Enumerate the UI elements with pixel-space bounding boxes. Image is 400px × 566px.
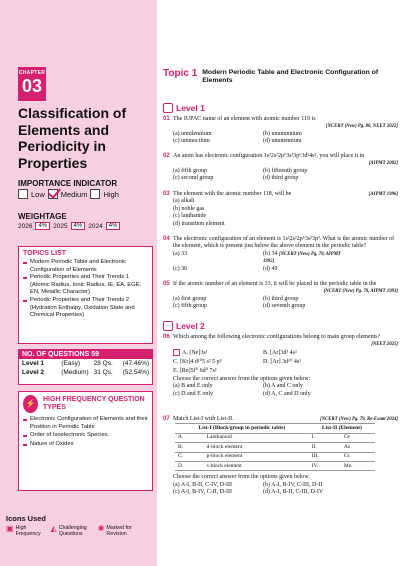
topic-item: Periodic Properties and Their Trends 1 (Atomic Radius, Ionic Radius, IE, EA, EGE, EN, Metallic Character) <box>23 274 148 297</box>
option: (c) fifth group <box>173 303 207 310</box>
noq-heading: NO. OF QUESTIONS 59 <box>19 350 152 359</box>
medium-label: Medium <box>60 189 88 199</box>
topic-item: Periodic Properties and Their Trends 2 (Hydration Enthalpy, Oxidation State and Chemical Properties) <box>23 297 148 320</box>
question-number: 03 <box>163 191 170 197</box>
weightage-pct: 4% <box>71 222 86 230</box>
sidebar <box>0 0 157 566</box>
question-number: 07 <box>163 416 170 422</box>
config-item: A. [Ne]3s¹ <box>182 349 208 356</box>
config-item: B. [Ar]3d³ 4s² <box>263 349 297 356</box>
option: (c) second group <box>173 175 214 182</box>
topic-label: Topic 1 <box>163 68 198 79</box>
topic-item: Modern Periodic Table and Electronic Configuration of Elements <box>23 259 148 274</box>
option: (a) fifth group <box>173 167 207 174</box>
option: (c) A-I, B-IV, C-II, D-III <box>173 489 233 496</box>
question-text: If the atomic number of an element is 33, it will be placed in the periodic table in the <box>173 281 377 287</box>
table-cell: s-block element <box>204 462 309 471</box>
question-text: Which among the following electronic configurations belong to main group elements? <box>173 334 381 340</box>
topic-title: Modern Periodic Table and Electronic Configuration of Elements <box>202 69 379 84</box>
high-frequency-icon: ▣ <box>6 524 14 533</box>
option: (d) A-I, B-II, C-III, D-IV <box>263 489 324 496</box>
question-04 <box>163 236 398 273</box>
question-text: An atom has electronic configuration 1s²2s²2p⁶3s²3p⁶3d³4s², you will place it in <box>173 153 365 159</box>
option: (a) 33 <box>173 250 188 257</box>
noq-difficulty: (Medium) <box>61 369 89 376</box>
option: (a) B and E only <box>173 383 213 390</box>
question-number: 06 <box>163 334 170 340</box>
low-label: Low <box>31 189 45 199</box>
question-03 <box>163 191 398 228</box>
low-checkbox <box>18 189 28 199</box>
weightage-row <box>18 222 120 230</box>
table-cell: D. <box>175 462 204 471</box>
level-icon <box>163 321 173 331</box>
noq-count: 28 Qs. <box>93 360 113 367</box>
lightning-icon: ⚡ <box>23 395 38 413</box>
hfq-item: Nature of Oxides <box>23 441 148 449</box>
icon-label: Marked for Revision <box>106 525 132 537</box>
icons-heading: Icons Used <box>6 514 47 523</box>
weightage-pct: 4% <box>35 222 50 230</box>
option: (d) A, C and D only <box>263 390 311 397</box>
noq-pct: (47.46%) <box>122 360 150 367</box>
table-cell: As <box>341 443 375 452</box>
question-number: 04 <box>163 236 170 242</box>
weightage-year: 2025 <box>53 222 68 230</box>
topic-header <box>163 68 398 85</box>
option: (a) unnilennium <box>173 130 212 137</box>
question-text: Match List-I with List-II. <box>173 416 234 422</box>
level-1-heading <box>163 103 205 113</box>
noq-pct: (52.54%) <box>122 369 150 376</box>
question-ref: [AIPMT 1996] <box>368 192 398 197</box>
table-row <box>175 452 375 461</box>
table-row <box>175 443 375 452</box>
challenging-icon: ◭ <box>50 524 57 533</box>
table-cell: II. <box>309 443 341 452</box>
question-06 <box>163 334 398 398</box>
match-table <box>175 423 375 471</box>
question-07 <box>163 416 398 497</box>
table-cell: I. <box>309 433 341 442</box>
table-cell: A. <box>175 433 204 442</box>
question-count-box <box>18 349 153 385</box>
noq-level: Level 2 <box>22 369 45 376</box>
option: (d) seventh group <box>263 303 306 310</box>
question-02 <box>163 153 398 183</box>
topics-heading: TOPICS LIST <box>23 250 67 257</box>
noq-level: Level 1 <box>22 360 45 367</box>
question-05 <box>163 281 398 311</box>
config-item: D. [Ar] 3d¹⁰ 4s¹ <box>263 358 301 365</box>
option: (c) D and E only <box>173 390 213 397</box>
main-content <box>163 0 398 566</box>
option: (b) third group <box>263 295 299 302</box>
table-cell: d-block element <box>204 443 309 452</box>
option: (b) unununnium <box>263 130 302 137</box>
noq-row <box>19 359 152 368</box>
option: (b) A and C only <box>263 383 303 390</box>
table-cell: Cs <box>341 452 375 461</box>
question-number: 05 <box>163 281 170 287</box>
option: (d) third group <box>263 175 299 182</box>
level-label: Level 2 <box>176 321 205 331</box>
hfq-item: Order of Isoelectronic Species. <box>23 432 148 440</box>
option: (d) 49 <box>263 265 278 272</box>
option: (c) ununoctium <box>173 138 210 145</box>
noq-count: 31 Qs. <box>93 369 113 376</box>
revision-icon: ✱ <box>97 524 105 533</box>
choose-text: Choose the correct answer from the options given below. <box>173 474 310 481</box>
icon-label: Challenging Questions <box>58 525 87 537</box>
question-ref: [NCERT (New) Pg. 79, AIPMT 1993] <box>323 289 398 295</box>
chapter-word: CHAPTER <box>18 70 46 76</box>
chapter-number: 03 <box>21 76 43 96</box>
importance-indicator <box>18 189 119 199</box>
question-number: 02 <box>163 153 170 159</box>
config-item: C. [Kr]4 d¹⁰5 s² 5 p⁵ <box>173 358 222 365</box>
question-number: 01 <box>163 116 170 122</box>
high-frequency-box <box>18 391 153 491</box>
option: (d) transition element <box>173 220 225 227</box>
question-ref: [NCERT (New) Pg. 80, NEET 2022] <box>325 124 398 130</box>
option: (d) ununennium <box>263 138 302 145</box>
question-text: The element with the atomic number 118, will be <box>173 191 292 197</box>
question-01 <box>163 116 398 146</box>
hfq-heading: HIGH FREQUENCY QUESTION TYPES <box>42 396 145 411</box>
weightage-heading: WEIGHTAGE <box>18 212 67 221</box>
option: (a) A-I, B-II, C-IV, D-III <box>173 481 233 488</box>
table-cell: Lanthanoid <box>204 433 309 442</box>
option: (b) fifteenth group <box>263 167 308 174</box>
table-cell: p-block element <box>204 452 309 461</box>
hfq-item: Electronic Configuration of Elements and their Position in Periodic Table <box>23 416 148 431</box>
question-ref: [NCERT (New) Pg. 79, AIPMT 1995] <box>263 251 341 265</box>
level-icon <box>163 103 173 113</box>
chapter-badge <box>18 67 46 101</box>
topics-list <box>18 246 153 344</box>
option: (b) noble gas <box>173 205 205 212</box>
importance-heading: IMPORTANCE INDICATOR <box>18 179 118 188</box>
table-row <box>175 433 375 442</box>
table-cell: C. <box>175 452 204 461</box>
chapter-title: Classification of Elements and Periodicity in Properties <box>18 105 127 171</box>
weightage-pct: 4% <box>106 222 121 230</box>
table-cell: Ce <box>341 433 375 442</box>
option: (c) lanthanide <box>173 213 207 220</box>
table-cell: B. <box>175 443 204 452</box>
icon-label: High Frequency <box>15 525 41 537</box>
weightage-year: 2024 <box>88 222 103 230</box>
config-item: E. [Rn]5f⁰ 6d⁰ 7s² <box>173 367 217 374</box>
high-checkbox <box>90 189 100 199</box>
high-label: High <box>103 189 119 199</box>
option: (a) alkali <box>173 198 195 205</box>
weightage-year: 2026 <box>18 222 33 230</box>
table-cell: Mn <box>341 462 375 471</box>
icons-legend <box>6 525 138 537</box>
question-text: The IUPAC name of an element with atomic number 119 is <box>173 116 316 122</box>
medium-checkbox <box>48 189 58 199</box>
question-ref: [NEET 2025] <box>371 342 398 348</box>
option: (c) 36 <box>173 265 188 272</box>
option: (a) first group <box>173 295 207 302</box>
table-header: List-I (Block/group in periodic table) <box>175 424 309 433</box>
noq-row <box>19 368 152 377</box>
question-ref: [NCERT (New) Pg. 79, Re-Exam 2024] <box>320 417 398 422</box>
level-label: Level 1 <box>176 103 205 113</box>
level-2-heading <box>163 321 205 331</box>
table-cell: IV. <box>309 462 341 471</box>
challenging-icon <box>173 349 180 356</box>
table-header: List-II (Element) <box>309 424 375 433</box>
option: (b) A-I, B-IV, C-III, D-II <box>263 481 323 488</box>
table-cell: III. <box>309 452 341 461</box>
choose-text: Choose the correct answer from the options given below: <box>173 375 311 382</box>
question-ref: [AIPMT 2002] <box>368 161 398 167</box>
option: (b) 34 <box>263 250 278 257</box>
noq-difficulty: (Easy) <box>61 360 81 367</box>
question-text: The electronic configuration of an element is 1s²2s²2p⁶3s²3p³. What is the atomic number of the element, which is present just below the above element in the periodic table? <box>173 236 395 250</box>
table-row <box>175 462 375 471</box>
